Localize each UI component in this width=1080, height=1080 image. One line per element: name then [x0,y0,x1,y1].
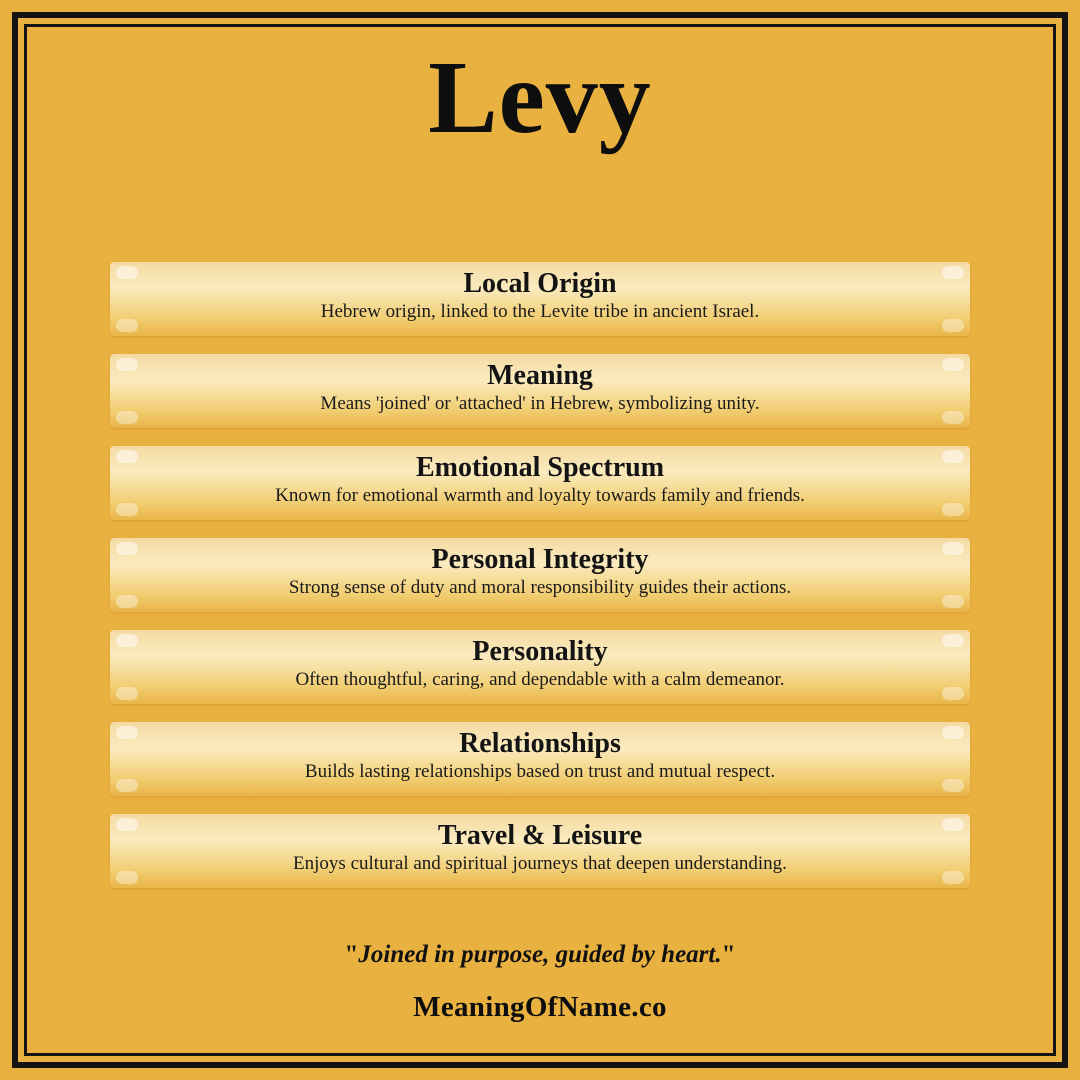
brand-name: MeaningOfName.co [413,991,667,1023]
attribute-card [110,354,970,428]
tagline [30,941,1050,969]
card-title: Emotional Spectrum [415,451,665,483]
attribute-card [110,262,970,336]
attribute-card-list [110,262,970,906]
card-title: Meaning [487,359,593,391]
card-description: Means 'joined' or 'attached' in Hebrew, symbolizing unity. [320,392,760,414]
quote-close: " [721,941,736,968]
attribute-card [110,446,970,520]
card-description: Known for emotional warmth and loyalty towards family and friends. [275,484,805,506]
tagline-text: Joined in purpose, guided by heart. [358,941,722,968]
card-title: Travel & Leisure [437,819,643,851]
attribute-card [110,814,970,888]
card-title: Personality [472,635,608,667]
page-title: Levy [428,40,652,155]
card-description: Builds lasting relationships based on trust and mutual respect. [304,760,776,782]
card-title: Personal Integrity [431,543,649,575]
attribute-card [110,722,970,796]
card-description: Often thoughtful, caring, and dependable with a calm demeanor. [295,668,785,690]
quote-open: " [344,941,359,968]
attribute-card [110,630,970,704]
attribute-card [110,538,970,612]
card-description: Strong sense of duty and moral responsibility guides their actions. [288,576,792,598]
poster-content [30,30,1050,1050]
card-title: Local Origin [463,267,617,299]
card-description: Hebrew origin, linked to the Levite tribe in ancient Israel. [320,300,760,322]
card-description: Enjoys cultural and spiritual journeys that deepen understanding. [293,852,787,874]
card-title: Relationships [459,727,621,759]
poster-footer [30,941,1050,1024]
